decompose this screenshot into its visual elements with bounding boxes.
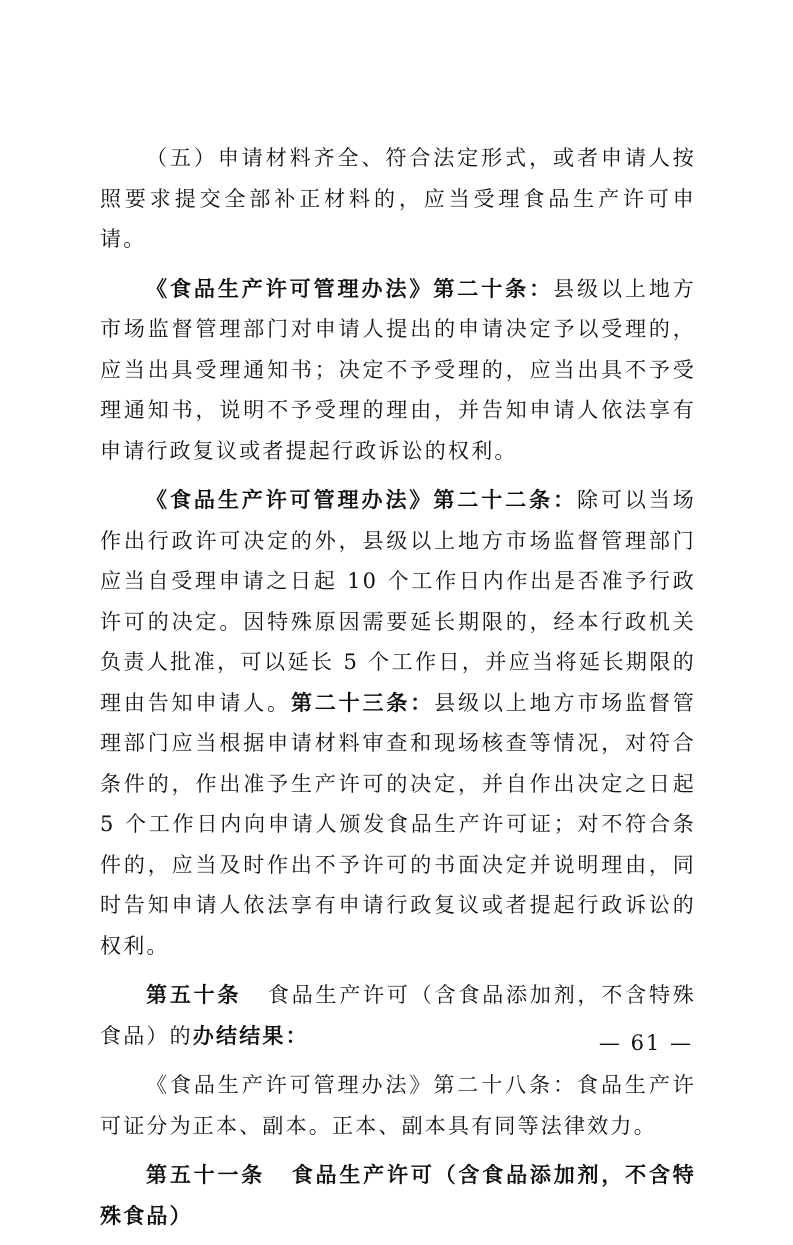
p3-article-ref-2: 第二十三条： [290, 689, 435, 715]
document-body [100, 138, 696, 1245]
p2-article-ref: 《食品生产许可管理办法》第二十条： [146, 275, 554, 301]
p6-article-title: 第五十一条 [146, 1162, 266, 1187]
paragraph-6 [100, 1155, 696, 1236]
paragraph-3 [100, 480, 696, 966]
p1-seg1: （五）申请材料齐全、符合法定形式，或者申请人按照要求提交全部补正材料的，应当受理食品生产许可申请。 [100, 146, 696, 251]
paragraph-2 [100, 269, 696, 472]
p3-body-2: 县级以上地方市场监督管理部门应当根据申请材料审查和现场核查等情况，对符合条件的，作出准予生产许可的决定，并自作出决定之日起 5 个工作日内向申请人颁发食品生产许可证；对不符合条件的，应当及时作出不予许可的书面决定并说明理由，同时告知申请人依法享有申请行政复议或者提起行政诉讼的权利。 [100, 690, 696, 958]
paragraph-1 [100, 138, 696, 260]
paragraph-5 [100, 1065, 696, 1146]
p5-article-ref: 《食品生产许可管理办法》第二十八条： [146, 1073, 578, 1097]
page-number: — 61 — [598, 1031, 693, 1055]
p2-body: 县级以上地方市场监督管理部门对申请人提出的申请决定予以受理的，应当出具受理通知书；决定不予受理的，应当出具不予受理通知书，说明不予受理的理由，并告知申请人依法享有申请行政复议或者提起行政诉讼的权利。 [100, 276, 697, 463]
p6-body: 食品生产许可（含食品添加剂，不含特殊食品） [100, 1162, 696, 1228]
p3-body-1: 除可以当场作出行政许可决定的外，县级以上地方市场监督管理部门应当自受理申请之日起 10 个工作日内作出是否准予行政许可的决定。因特殊原因需要延长期限的，经本行政机关负责人批准，可以延长 5 个工作日，并应当将延长期限的理由告知申请人。 [100, 488, 696, 715]
p4-article-title: 第五十条 [146, 982, 242, 1007]
p4-result-label: 办结结果： [192, 1022, 309, 1048]
p4-body: 食品生产许可（含食品添加剂，不含特殊食品）的 [100, 983, 696, 1048]
p5-body: 食品生产许可证分为正本、副本。正本、副本具有同等法律效力。 [100, 1073, 696, 1138]
p3-article-ref: 《食品生产许可管理办法》第二十二条： [146, 487, 578, 512]
